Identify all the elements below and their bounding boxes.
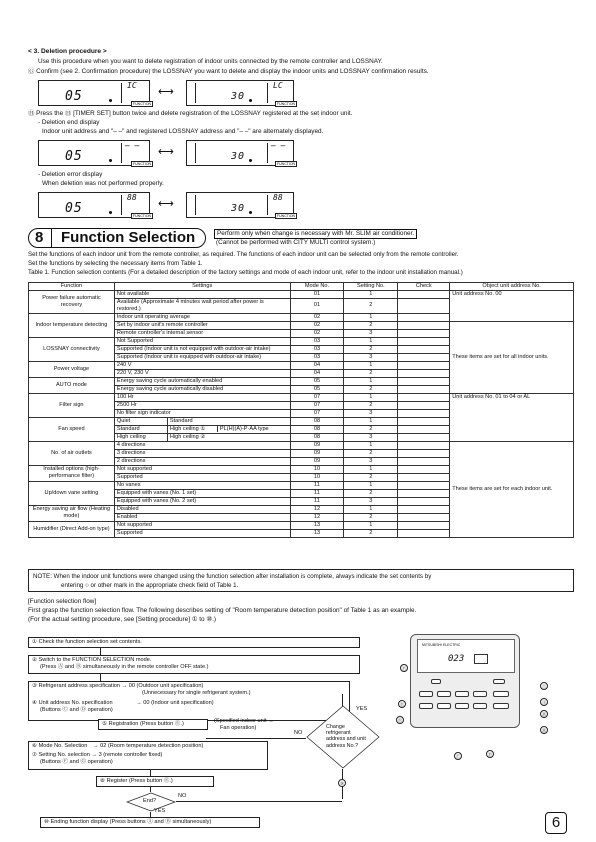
check-cell[interactable] [398,409,450,417]
mode-no-cell: 03 [290,345,344,353]
settings-cell: Not available [114,290,290,298]
check-cell[interactable] [398,489,450,497]
setting-no-cell: 2 [344,473,398,481]
alternate-arrow-3: ⟷ [158,198,174,210]
flow-no-label: NO [294,730,303,736]
mode-no-cell: 05 [290,385,344,393]
check-cell[interactable] [398,353,450,361]
alternate-arrow-2: ⟷ [158,146,174,158]
check-cell[interactable] [398,433,450,441]
col-setting-no: Setting No. [344,283,398,291]
flow-yes-label-2: YES [154,808,166,814]
check-cell[interactable] [398,529,450,537]
settings-part: PL(H)(A)-P·AA type [217,426,269,432]
settings-cell: Not Supported [114,337,290,345]
function-cell: LOSSNAY connectivity [29,337,115,361]
setting-no-cell: 1 [344,393,398,401]
setting-no-cell: 2 [344,529,398,537]
setting-no-cell: 2 [344,401,398,409]
deletion-step7: Ⓗ Press the Ⓗ [TIMER SET] button twice and delete registration of the LOSSNAY registered at the set indoor unit. [28,110,353,117]
settings-cell: Set by indoor unit's remote controller [114,321,290,329]
label-b-icon: Ⓑ [541,712,547,717]
function-cell: Humidifier (Direct Add-on type) [29,521,115,537]
setting-no-cell: 1 [344,441,398,449]
check-cell[interactable] [398,393,450,401]
lcd-right-2: 30 – – FUNCTION [186,140,294,166]
label-e-icon: Ⓔ [399,702,405,707]
check-cell[interactable] [398,337,450,345]
setting-no-cell: 2 [344,321,398,329]
check-cell[interactable] [398,321,450,329]
mode-no-cell: 02 [290,313,344,321]
lcd-right-3: 30 88 FUNCTION [186,192,294,218]
check-cell[interactable] [398,521,450,529]
settings-cell [114,433,290,441]
label-h-icon: Ⓗ [541,728,547,733]
check-cell[interactable] [398,298,450,313]
alternate-arrow-1: ⟷ [158,86,174,98]
check-cell[interactable] [398,473,450,481]
mode-no-cell: 07 [290,393,344,401]
check-cell[interactable] [398,465,450,473]
decision-text: Change refrigerant address and unit address No.? [326,724,366,749]
remote-controller [410,634,520,728]
object-address-cell: Unit address No. 00 [450,290,574,321]
settings-cell: Disabled [114,505,290,513]
deletion-intro: Use this procedure when you want to delete registration of indoor units connected by the remote controller and LOSSNAY. [38,58,383,65]
remote-display: MITSUBISHI ELECTRIC 023 [417,639,515,673]
mode-no-cell: 12 [290,513,344,521]
mode-no-cell: 05 [290,377,344,385]
setting-no-cell: 1 [344,290,398,298]
mode-no-cell: 04 [290,369,344,377]
object-address-cell: These items are set for each indoor unit. [450,441,574,537]
remote-button[interactable] [493,691,509,697]
col-object-address: Object unit address No. [450,283,574,291]
check-cell[interactable] [398,505,450,513]
remote-button[interactable] [473,691,487,697]
flow-desc1: First grasp the function selection flow. The following describes setting of "Room temperature detection position" of Table 1 as an example. [28,607,417,614]
flow-step8: ⑧ Register (Press button Ⓔ.) [96,776,214,787]
section-note2: (Cannot be performed with CITY MULTI control system.) [216,239,376,246]
lcd-left-1: 05 IC FUNCTION [38,80,150,106]
settings-cell: 3 directions [114,449,290,457]
label-d-icon: Ⓓ [487,752,493,757]
setting-no-cell: 1 [344,481,398,489]
setting-no-cell: 3 [344,457,398,465]
settings-cell: 220 V, 230 V [114,369,290,377]
mode-no-cell: 08 [290,433,344,441]
col-settings: Settings [114,283,290,291]
flow-step7: ⑦ Setting No. selection → 3 (remote controller fixed) (Buttons Ⓕ and Ⓖ operation) [28,751,268,770]
label-c-icon: Ⓒ [455,754,461,759]
setting-no-cell: 1 [344,361,398,369]
mode-no-cell: 09 [290,457,344,465]
settings-cell [114,425,290,433]
mode-no-cell: 08 [290,417,344,425]
mode-no-cell: 02 [290,329,344,337]
check-cell[interactable] [398,513,450,521]
mode-no-cell: 01 [290,290,344,298]
function-cell: No. of air outlets [29,441,115,465]
check-cell[interactable] [398,457,450,465]
settings-cell: Supported (Indoor unit is equipped with outdoor-air intake) [114,353,290,361]
mode-no-cell: 03 [290,353,344,361]
settings-part: Quiet [116,417,131,424]
mode-no-cell: 02 [290,321,344,329]
setting-no-cell: 3 [344,433,398,441]
remote-button[interactable] [419,691,433,697]
setting-no-cell: 2 [344,449,398,457]
check-cell[interactable] [398,449,450,457]
mode-no-cell: 07 [290,409,344,417]
check-cell[interactable] [398,441,450,449]
object-address-cell: Unit address No. 01 to 04 or AL [450,393,574,441]
setting-no-cell: 2 [344,513,398,521]
lcd-right-1: 30 LC FUNCTION [186,80,294,106]
mode-no-cell: 11 [290,481,344,489]
mode-no-cell: 01 [290,298,344,313]
col-check: Check [398,283,450,291]
check-cell[interactable] [398,290,450,298]
remote-button[interactable] [455,691,469,697]
deletion-error-text: When deletion was not performed properly. [42,180,164,187]
flow-step2: ② Switch to the FUNCTION SELECTION mode. (Press Ⓐ and Ⓑ simultaneously in the remote controller OFF state.) [28,655,360,674]
object-address-cell: These items are set for all indoor units. [450,321,574,393]
setting-no-cell: 2 [344,425,398,433]
remote-button[interactable] [431,679,441,684]
check-cell[interactable] [398,497,450,505]
settings-cell: No filter sign indicator [114,409,290,417]
setting-no-cell: 1 [344,337,398,345]
settings-cell: Available (Approximate 4 minutes wait period after power is restored.) [114,298,290,313]
mode-no-cell: 13 [290,529,344,537]
col-function: Function [29,283,115,291]
section-desc2: Set the functions by selecting the necessary items from Table 1. [28,260,203,267]
settings-cell: Energy saving cycle automatically disabled [114,385,290,393]
function-cell: Installed options (high-performance filter) [29,465,115,481]
settings-cell: 100 Hr [114,393,290,401]
mode-no-cell: 12 [290,505,344,513]
setting-no-cell: 2 [344,345,398,353]
settings-cell: Enabled [114,513,290,521]
settings-cell: Energy saving cycle automatically enabled [114,377,290,385]
setting-no-cell: 3 [344,329,398,337]
flow-desc2: (For the actual setting procedure, see [Setting procedure] ① to ⑩.) [28,616,217,623]
settings-cell: Supported [114,529,290,537]
flow-step5: ⑤ Registration (Press button Ⓔ.) [98,719,208,730]
settings-cell: Not supported [114,521,290,529]
settings-cell: Not supported [114,465,290,473]
function-cell: AUTO mode [29,377,115,393]
check-cell[interactable] [398,425,450,433]
deletion-error-title: - Deletion error display [38,171,103,178]
section-note1: Perform only when change is necessary with Mr. SLIM air conditioner. [214,229,417,239]
settings-cell: 240 V [114,361,290,369]
deletion-end-text: Indoor unit address and "– –" and registered LOSSNAY address and "– –" are alternately displayed. [42,128,324,135]
settings-cell: 4 directions [114,441,290,449]
check-cell[interactable] [398,481,450,489]
check-cell[interactable] [398,313,450,321]
check-cell[interactable] [398,369,450,377]
deletion-title: < 3. Deletion procedure > [28,48,107,55]
settings-part: High ceiling ① [167,426,217,433]
mode-no-cell: 11 [290,497,344,505]
remote-button[interactable] [493,703,509,709]
flow-no-label-2: NO [178,793,187,799]
settings-part: High ceiling ② [167,434,217,441]
mode-no-cell: 09 [290,441,344,449]
setting-no-cell: 1 [344,521,398,529]
table-caption: Table 1. Function selection contents (For a detailed description of the factory settings and mode of each indoor unit, refer to the indoor unit installation manual.) [28,269,463,276]
table-row [29,393,574,401]
setting-no-cell: 1 [344,417,398,425]
deletion-end-title: - Deletion end display [38,119,100,126]
deletion-step6: Ⓖ Confirm (see 2. Confirmation procedure) the LOSSNAY you want to delete and display the indoor units and LOSSNAY confirmation results. [28,68,429,75]
mode-no-cell: 07 [290,401,344,409]
settings-cell: No vanes [114,481,290,489]
settings-cell: Equipped with vanes (No. 1 set) [114,489,290,497]
check-cell[interactable] [398,329,450,337]
flow-yes-label: YES [356,706,368,712]
check-cell[interactable] [398,417,450,425]
remote-button[interactable] [437,703,451,709]
page-number: 6 [545,812,567,834]
mode-no-cell: 08 [290,425,344,433]
section-number: 8 [35,229,44,246]
function-cell: Filter sign [29,393,115,417]
check-cell[interactable] [398,361,450,369]
mode-no-cell: 10 [290,473,344,481]
function-cell: Energy saving air flow (Heating mode) [29,505,115,521]
flow-step5-note: (Specified indoor unit → Fan operation) [214,718,274,731]
setting-no-cell: 3 [344,409,398,417]
flow-step1: ① Check the function selection set contents. [28,637,360,648]
lcd-left-2: 05 – – FUNCTION [38,140,150,166]
mode-no-cell: 04 [290,361,344,369]
setting-no-cell: 1 [344,377,398,385]
label-f-icon: Ⓕ [401,666,407,671]
settings-cell: Supported [114,473,290,481]
settings-cell [114,417,290,425]
settings-cell: 2500 Hr [114,401,290,409]
flow-title: [Function selection flow] [28,598,97,605]
setting-no-cell: 1 [344,313,398,321]
table-row [29,441,574,449]
flow-step3-4: ③ Refrigerant address specification → 00 (Outdoor unit specification) (Unnecessary for single refrigerant system.) ④ Unit address No. specification → 00 (Indoor unit specification) (Buttons Ⓒ and Ⓓ operation) [28,681,350,721]
check-cell[interactable] [398,385,450,393]
mode-no-cell: 11 [290,489,344,497]
remote-button[interactable] [493,679,505,684]
flow-step6: ⑥ Mode No. Selection → 02 (Room temperature detection position) [28,741,268,760]
settings-cell: 2 directions [114,457,290,465]
setting-no-cell: 2 [344,489,398,497]
note-text2: entering ○ or other mark in the appropriate check field of Table 1. [61,582,239,589]
note-text1: NOTE: When the indoor unit functions were changed using the function selection after installation is complete, always indicate the set contents by [33,573,432,580]
section-title: Function Selection [61,229,196,246]
function-cell: Power voltage [29,361,115,377]
lcd-left-3: 05 88 FUNCTION [38,192,150,218]
remote-button[interactable] [437,691,451,697]
function-cell: Indoor temperature detecting [29,313,115,337]
section-heading-box [28,228,206,248]
label-g-icon: Ⓖ [397,718,403,723]
check-cell[interactable] [398,377,450,385]
setting-no-cell: 2 [344,369,398,377]
check-cell[interactable] [398,401,450,409]
settings-part: Standard [116,425,140,432]
settings-cell: Supported (Indoor unit is not equipped with outdoor-air intake) [114,345,290,353]
remote-button[interactable] [419,703,433,709]
table-row [29,290,574,298]
settings-cell: Remote controller's internal sensor [114,329,290,337]
flow-step10: ⑩ Ending function display (Press buttons Ⓐ and Ⓑ simultaneously) [40,817,260,828]
settings-cell: Indoor unit operating average [114,313,290,321]
setting-no-cell: 1 [344,465,398,473]
col-mode-no: Mode No. [290,283,344,291]
setting-no-cell: 2 [344,385,398,393]
setting-no-cell: 2 [344,298,398,313]
function-selection-table [28,282,574,538]
flow-circle9: ⑨ [339,781,345,786]
settings-part: Standard [167,418,217,425]
setting-no-cell: 1 [344,505,398,513]
mode-no-cell: 09 [290,449,344,457]
section-desc1: Set the functions of each indoor unit from the remote controller, as required. The functions of each indoor unit can be selected only from the remote controller. [28,251,459,258]
setting-no-cell: 3 [344,497,398,505]
label-a-icon: Ⓐ [541,700,547,705]
setting-no-cell: 3 [344,353,398,361]
remote-button[interactable] [473,703,487,709]
note-box [28,569,574,592]
function-cell: Fan speed [29,417,115,441]
function-cell: Up/down vane setting [29,481,115,505]
settings-part: High ceiling [116,433,146,440]
mode-no-cell: 13 [290,521,344,529]
label-i-icon: Ⓘ [541,684,547,689]
function-cell: Power failure automatic recovery [29,290,115,313]
check-cell[interactable] [398,345,450,353]
flow-end: End? [143,798,157,804]
mode-no-cell: 03 [290,337,344,345]
mode-no-cell: 10 [290,465,344,473]
settings-cell: Equipped with vanes (No. 2 set) [114,497,290,505]
remote-button[interactable] [455,703,469,709]
